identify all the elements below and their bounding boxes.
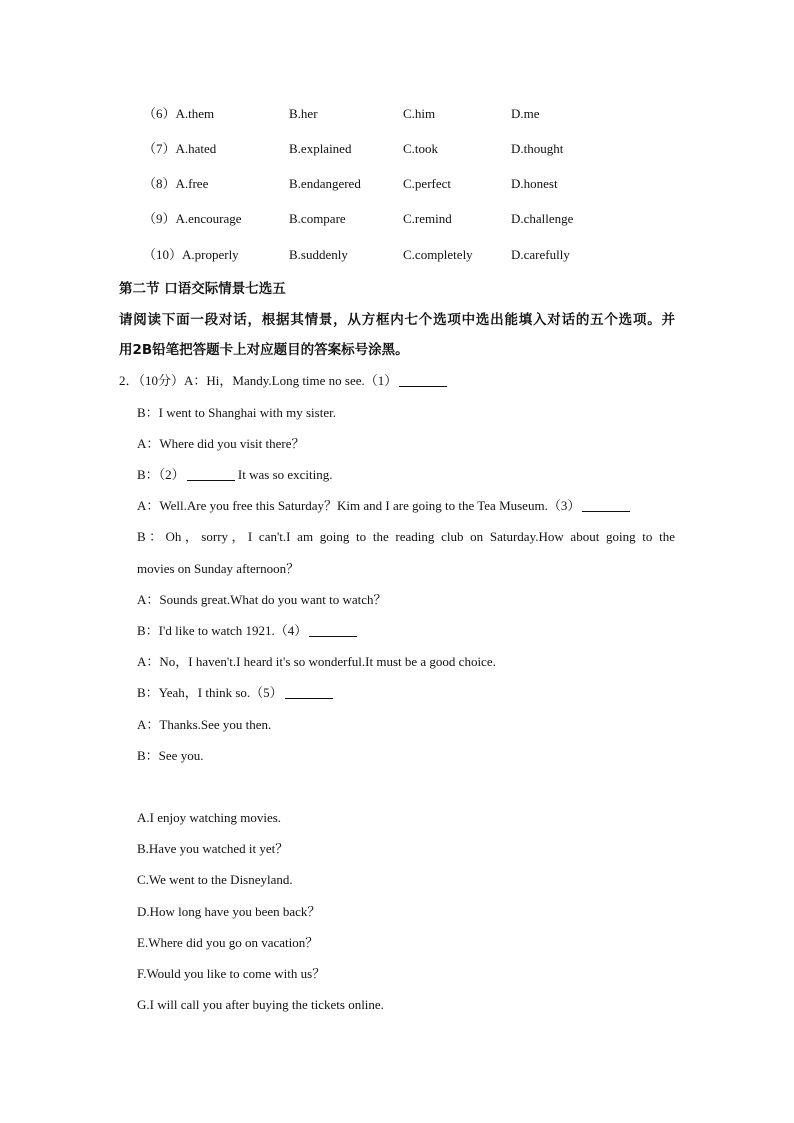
dialogue-line: A：Where did you visit there？ (137, 436, 305, 451)
option-c: C.remind (403, 211, 452, 226)
choice-item: G.I will call you after buying the tickets online. (137, 997, 384, 1012)
option-d: D.thought (511, 141, 564, 156)
option-b: B.her (289, 106, 318, 121)
option-b: B.suddenly (289, 247, 348, 262)
option-a: （8）A.free (143, 176, 209, 191)
dialogue-line (137, 496, 630, 516)
choice-item: D.How long have you been back？ (137, 904, 321, 919)
option-c: C.perfect (403, 176, 452, 191)
option-c: C.him (403, 106, 436, 121)
dialogue-line (137, 621, 357, 641)
dialogue-text: B：Yeah，I think so.（5） (137, 685, 283, 700)
dialogue-line: movies on Sunday afternoon？ (137, 561, 300, 576)
option-a: （10）A.properly (143, 247, 239, 262)
question-text: 2．（10分）A：Hi，Mandy.Long time no see.（1） (119, 373, 398, 388)
dialogue-line (137, 465, 333, 485)
option-d: D.carefully (511, 247, 570, 262)
dialogue-text: A：Well.Are you free this Saturday？Kim and I are going to the Tea Museum.（3） (137, 498, 581, 513)
blank-4 (309, 622, 357, 637)
dialogue-line: B：Oh，sorry，I can't.I am going to the reading club on Saturday.How about going to the (137, 529, 675, 544)
choice-item: B.Have you watched it yet？ (137, 841, 289, 856)
option-a: （6）A.them (143, 106, 215, 121)
blank-5 (285, 684, 333, 699)
option-b: B.explained (289, 141, 352, 156)
choice-item: F.Would you like to come with us？ (137, 966, 326, 981)
dialogue-line: B：I went to Shanghai with my sister. (137, 405, 336, 420)
option-b: B.compare (289, 211, 346, 226)
section-instruction-line-1: 请阅读下面一段对话，根据其情景，从方框内七个选项中选出能填入对话的五个选项。并 (119, 312, 675, 328)
section-instruction-line-2: 用2B铅笔把答题卡上对应题目的答案标号涂黑。 (119, 342, 409, 358)
option-c: C.took (403, 141, 439, 156)
section-title: 第二节 口语交际情景七选五 (119, 281, 286, 297)
choice-item: C.We went to the Disneyland. (137, 872, 293, 887)
dialogue-text: B：I'd like to watch 1921.（4） (137, 623, 308, 638)
dialogue-line: A：Thanks.See you then. (137, 717, 272, 732)
blank-2 (187, 466, 235, 481)
option-c: C.completely (403, 247, 473, 262)
question-header (119, 371, 447, 391)
blank-3 (582, 497, 630, 512)
option-a: （7）A.hated (143, 141, 217, 156)
option-d: D.honest (511, 176, 558, 191)
choice-item: E.Where did you go on vacation？ (137, 935, 319, 950)
option-a: （9）A.encourage (143, 211, 242, 226)
dialogue-line: A：No，I haven't.I heard it's so wonderful.It must be a good choice. (137, 654, 496, 669)
dialogue-line: A：Sounds great.What do you want to watch？ (137, 592, 387, 607)
option-d: D.me (511, 106, 540, 121)
blank-1 (399, 372, 447, 387)
option-b: B.endangered (289, 176, 361, 191)
dialogue-line (137, 683, 333, 703)
dialogue-text: B：（2） (137, 467, 185, 482)
dialogue-line: B：See you. (137, 748, 204, 763)
dialogue-text: It was so exciting. (237, 467, 333, 482)
choice-item: A.I enjoy watching movies. (137, 810, 282, 825)
option-d: D.challenge (511, 211, 574, 226)
